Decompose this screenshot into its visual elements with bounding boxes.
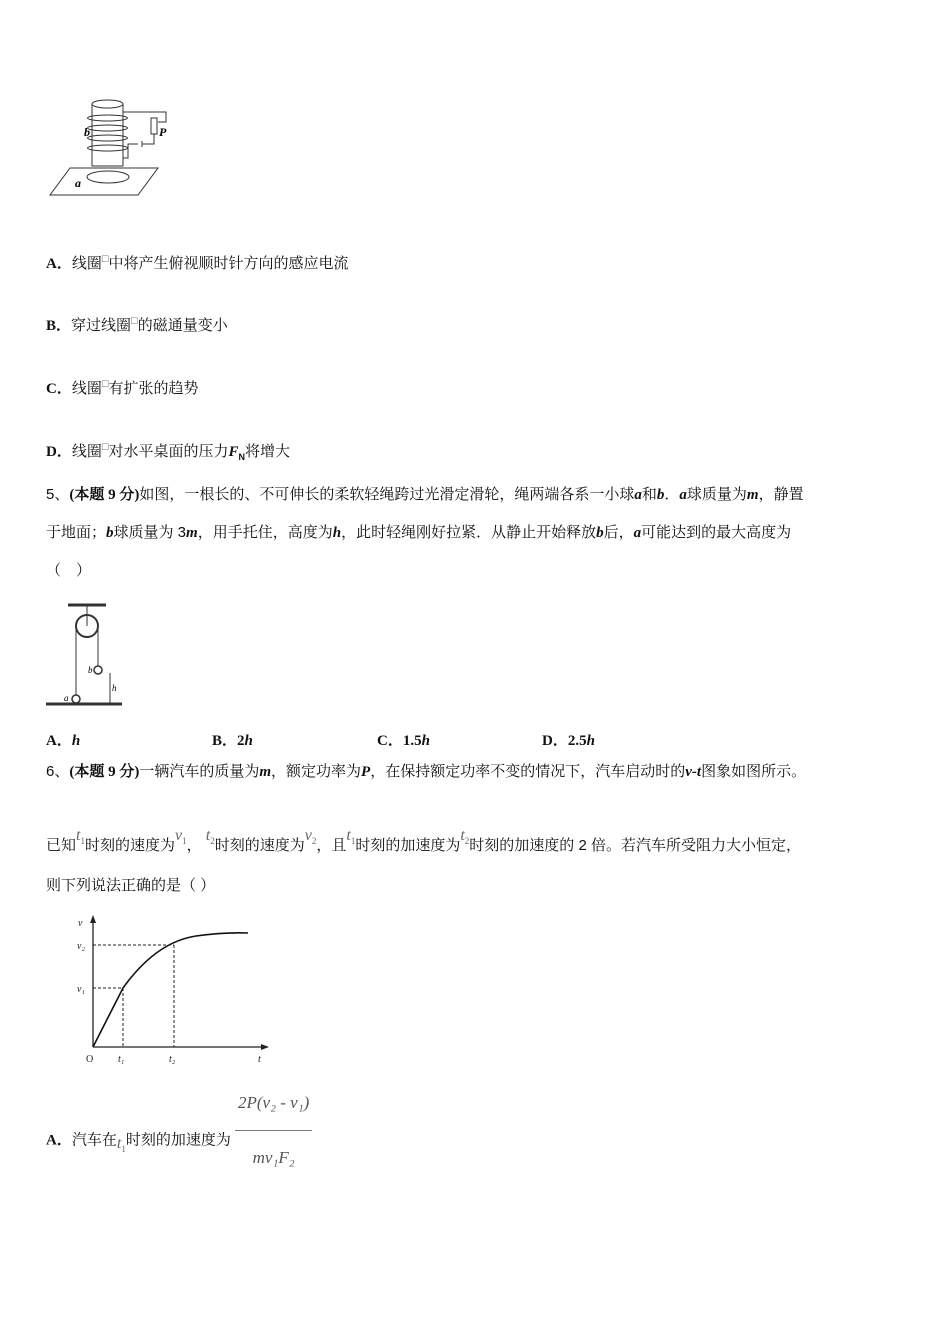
q5-option-c: C．1.5h — [377, 733, 430, 749]
q5-option-a: A．h — [46, 733, 81, 749]
svg-text:v₂: v₂ — [77, 941, 85, 952]
q5-stem-line1: 5、(本题 9 分)如图，一根长的、不可伸长的柔软轻绳跨过光滑定滑轮，绳两端各系一小球a和b．a球质量为m，静置 — [46, 486, 804, 503]
svg-text:a: a — [75, 176, 81, 190]
q6-option-a: A．汽车在$t_1$时刻的加速度为 $\frac{\text{2P(v₂ - v₁)}}{\text{mv₁F₂}}$ — [46, 1098, 312, 1183]
svg-text:t₂: t₂ — [169, 1054, 176, 1065]
q5-option-b: B．2h — [212, 733, 253, 749]
svg-text:h: h — [112, 683, 117, 693]
svg-text:v₁: v₁ — [77, 984, 85, 995]
svg-text:t: t — [258, 1054, 261, 1065]
q6-stem-line2: 已知$t_1$时刻的速度为$v_1$， $t_2$时刻的速度为$v_2$，且$t_1$时刻的加速度为$t_2$时刻的加速度的 2 倍。若汽车所受阻力大小恒定， — [46, 827, 801, 854]
svg-text:a: a — [64, 693, 69, 703]
q5-stem-line2: 于地面；b球质量为 3m，用手托住，高度为h，此时轻绳刚好拉紧．从静止开始释放b后，a可能达到的最大高度为 — [46, 524, 792, 541]
q5-stem-line3: （ ） — [46, 562, 92, 579]
pulley-figure — [46, 598, 126, 708]
vt-curve — [93, 933, 248, 1047]
vt-graph — [76, 912, 271, 1070]
q4-option-a: A．线圈□中将产生俯视顺时针方向的感应电流 — [46, 253, 349, 272]
svg-text:b: b — [88, 665, 93, 675]
q4-option-b: B．穿过线圈□的磁通量变小 — [46, 315, 228, 334]
svg-text:O: O — [86, 1054, 94, 1065]
svg-text:v: v — [78, 918, 83, 929]
svg-text:t₁: t₁ — [118, 1054, 125, 1065]
svg-text:P: P — [159, 125, 167, 139]
acceleration-formula: $\frac{\text{2P(v₂ - v₁)}}{\text{mv₁F₂}}$ — [235, 1078, 312, 1183]
q4-option-d: D．线圈□对水平桌面的压力$F_N$将增大 — [46, 441, 291, 462]
q6-stem-line3: 则下列说法正确的是（ ） — [46, 877, 216, 894]
svg-text:b: b — [84, 125, 90, 139]
q4-option-c: C．线圈□有扩张的趋势 — [46, 378, 199, 397]
coil-magnet-figure — [48, 98, 168, 198]
q6-stem-line1: 6、(本题 9 分)一辆汽车的质量为m，额定功率为P，在保持额定功率不变的情况下，汽车启动时的v-t图象如图所示。 — [46, 763, 807, 780]
q5-option-d: D．2.5h — [542, 733, 595, 749]
